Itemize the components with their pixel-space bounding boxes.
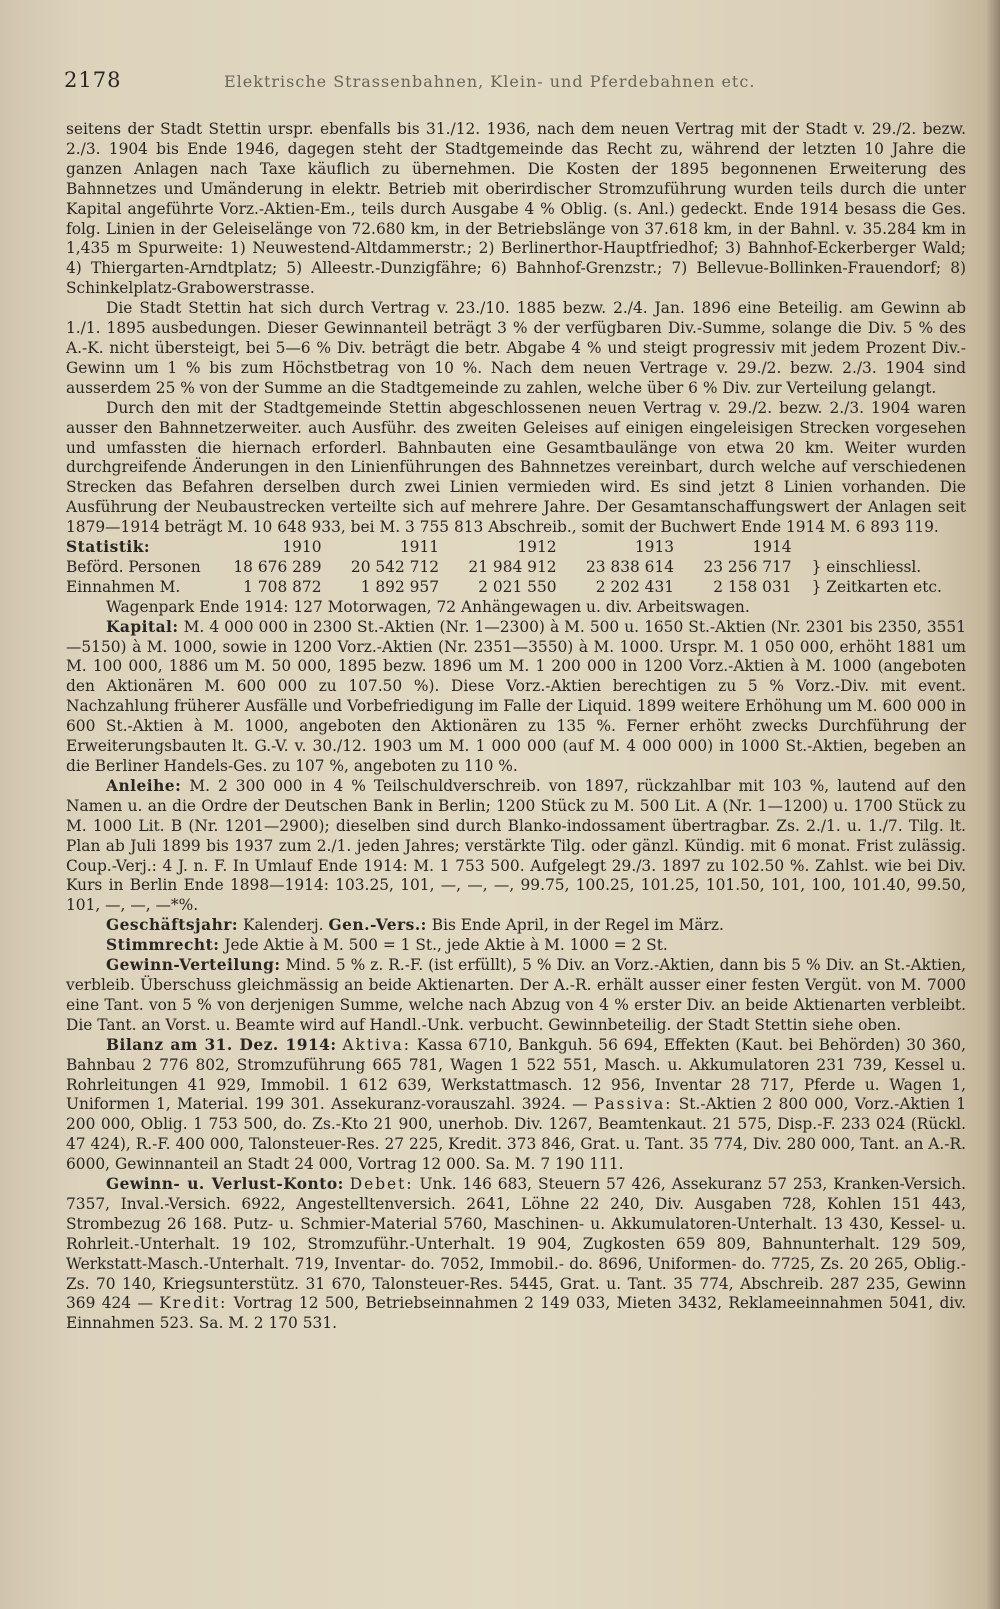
year-cell: 1910: [282, 538, 322, 557]
value-cell: 23 838 614: [585, 557, 675, 576]
geschaeftsjahr-text: Kalenderj.: [242, 916, 324, 935]
running-title: Elektrische Strassenbahnen, Klein- und Pferdebahnen etc.: [224, 72, 756, 91]
row-label: Einnahmen M.: [66, 577, 181, 596]
gewinn-verlust-label: Gewinn- u. Verlust-Konto:: [106, 1175, 344, 1194]
anleihe-text: M. 2 300 000 in 4 % Teilschuldverschreib. von 1897, rückzahlbar mit 103 %, lautend auf den Namen u. an die Ordre der Deutschen Bank in Berlin; 1200 Stück zu M. 500 Lit. A (Nr. 1—1200) u. 1700 Stück zu M. 1000 Lit. B (Nr. 1201—2900); dieselben sind durch Blanko-indossament übertragbar. Zs. 2./1. u. 1./7. Tilg. lt. Plan ab Juli 1899 bis 1937 zum 2./1. jeden Jahres; verstärkte Tilg. oder gänzl. Kündig. mit 6 monat. Frist zulässig. Coup.-Verj.: 4 J. n. F. In Umlauf Ende 1914: M. 1 753 500. Aufgelegt 29./3. 1897 zu 102.50 %. Zahlst. wie bei Div. Kurs in Berlin Ende 1898—1914: 103.25, 101, —, —, —, 99.75, 100.25, 101.25, 101.50, 101, 100, 101.40, 99.50, 101, —, —, —*%.: [66, 776, 966, 915]
table-row: [66, 558, 966, 578]
row-note: } Zeitkarten etc.: [811, 577, 942, 596]
stimmrecht-text: Jede Aktie à M. 500 = 1 St., jede Aktie à M. 1000 = 2 St.: [224, 936, 668, 955]
year-cell: 1913: [634, 538, 675, 557]
wagenpark-line: Wagenpark Ende 1914: 127 Motorwagen, 72 Anhängewagen u. div. Arbeitswagen.: [106, 597, 750, 616]
page-header: [64, 68, 970, 92]
stimmrecht-section: [66, 936, 966, 956]
gewinn-verteilung-label: Gewinn-Verteilung:: [106, 956, 281, 975]
value-cell: 18 676 289: [233, 557, 322, 576]
value-cell: 2 158 031: [713, 577, 792, 596]
gen-vers-text: Bis Ende April, in der Regel im März.: [431, 916, 724, 935]
value-cell: 20 542 712: [350, 557, 440, 576]
kredit-label: Kredit:: [159, 1294, 228, 1313]
statistik-label: Statistik:: [66, 538, 151, 557]
passiva-label: Passiva:: [593, 1095, 673, 1114]
debet-label: Debet:: [349, 1175, 414, 1194]
row-note: } einschliessl.: [811, 557, 922, 576]
geschaeftsjahr-label: Geschäftsjahr:: [106, 916, 239, 935]
debet-text: Unk. 146 683, Steuern 57 426, Assekuranz 57 253, Kranken-Versich. 7357, Inval.-Versich. 6922, Angestelltenversich. 2641, Löhne 22 240, Div. Ausgaben 728, Kohlen 151 443, Strombezug 26 168. Putz- u. Schmier-Material 5760, Maschinen- u. Akkumulatoren-Unterhalt. 13 430, Kessel- u. Rohrleit.-Unterhalt. 19 102, Stromzuführ.-Unterhalt. 19 904, Zugkosten 659 809, Bahnunterhalt. 129 509, Werkstatt-Masch.-Unterhalt. 719, Inventar- do. 7052, Immobil.- do. 8696, Uniformen- do. 7725, Zs. 20 265, Oblig.-Zs. 70 140, Kriegsunterstütz. 31 670, Talonsteuer-Res. 5445, Grat. u. Tant. 35 774, Abschreib. 287 235, Gewinn 369 424 —: [66, 1175, 966, 1313]
gewinn-verteilung-section: [66, 956, 966, 1036]
aktiva-label: Aktiva:: [342, 1035, 411, 1054]
body-text: [66, 120, 966, 1334]
anleihe-label: Anleihe:: [106, 776, 182, 795]
kapital-section: [66, 618, 966, 777]
value-cell: 1 708 872: [243, 577, 322, 596]
passiva-text: St.-Aktien 2 800 000, Vorz.-Aktien 1 200 000, Oblig. 1 753 500, do. Zs.-Kto 21 900, unerhob. Div. 1267, Beamtenkaut. 21 575, Disp.-F. 233 024 (Rückl. 47 424), R.-F. 400 000, Talonsteuer-Res. 27 225, Kredit. 373 846, Grat. u. Tant. 35 774, Div. 280 000, Tant. an A.-R. 6000, Gewinnanteil an Stadt 24 000, Vortrag 12 000. Sa. M. 7 190 111.: [66, 1095, 966, 1174]
value-cell: 2 202 431: [595, 577, 675, 596]
stimmrecht-label: Stimmrecht:: [106, 936, 220, 955]
aktiva-text: Kassa 6710, Bankguh. 56 694, Effekten (Kaut. bei Behörden) 30 360, Bahnbau 2 776 802, Stromzuführung 665 781, Wagen 1 522 551, Masch. u. Akkumulatoren 231 739, Kessel u. Rohrleitungen 41 929, Immobil. 1 612 639, Werkstattmasch. 12 956, Inventar 28 717, Pferde u. Wagen 1, Uniformen 1, Material. 199 301. Assekuranz-vorauszahl. 3924. —: [66, 1035, 966, 1114]
vertrag-paragraph: Durch den mit der Stadtgemeinde Stettin abgeschlossenen neuen Vertrag v. 29./2. bezw. 2./3. 1904 waren ausser den Bahnnetzerweiter. auch Ausführ. des zweiten Geleises auf einigen eingeleisigen Strecken vorgesehen und umfassten die hiernach erforderl. Bahnbauten eine Gesamtbaulänge von etwa 20 km. Weiter wurden durchgreifende Änderungen in den Linienführungen des Bahnnetzes vereinbart, durch welche auf verschiedenen Strecken das Befahren derselben durch zwei Linien vermieden wird. Es sind jetzt 8 Linien vorhanden. Die Ausführung der Neubaustrecken verteilte sich auf mehrere Jahre. Der Gesamtanschaffungswert der Anlagen seit 1879—1914 beträgt M. 10 648 933, bei M. 3 755 813 Abschreib., somit der Buchwert Ende 1914 M. 6 893 119.: [66, 398, 966, 537]
intro-paragraph: seitens der Stadt Stettin urspr. ebenfalls bis 31./12. 1936, nach dem neuen Vertrag mit der Stadt v. 29./2. bezw. 2./3. 1904 bis Ende 1946, dagegen steht der Stadtgemeinde das Recht zu, während der letzten 10 Jahre die ganzen Anlagen nach Taxe käuflich zu übernehmen. Die Kosten der 1895 begonnenen Erweiterung des Bahnnetzes und Umänderung in elektr. Betrieb mit oberirdischer Stromzuführung wurden teils durch die unter Kapital angeführte Vorz.-Aktien-Em., teils durch Ausgabe 4 % Oblig. (s. Anl.) gedeckt. Ende 1914 besass die Ges. folg. Linien in der Geleiselänge von 72.680 km, in der Betriebslänge von 37.618 km, in der Bahnl. v. 35.284 km in 1,435 m Spurweite: 1) Neuwestend-Altdammerstr.; 2) Berlinerthor-Hauptfriedhof; 3) Bahnhof-Eckerberger Wald; 4) Thiergarten-Arndtplatz; 5) Alleestr.-Dunzigfähre; 6) Bahnhof-Grenzstr.; 7) Bellevue-Bollinken-Frauendorf; 8) Schinkelplatz-Grabowerstrasse.: [66, 120, 966, 298]
year-cell: 1911: [399, 538, 440, 557]
table-row: [66, 578, 966, 598]
value-cell: 2 021 550: [478, 577, 557, 596]
year-cell: 1914: [752, 538, 792, 557]
geschaeftsjahr-section: [66, 916, 966, 936]
statistik-header-row: [66, 538, 966, 558]
value-cell: 21 984 912: [468, 557, 557, 576]
kredit-text: Vortrag 12 500, Betriebseinnahmen 2 149 033, Mieten 3432, Reklameeinnahmen 5041, div. Einnahmen 523. Sa. M. 2 170 531.: [66, 1294, 966, 1333]
kapital-label: Kapital:: [106, 617, 179, 636]
page-number: 2178: [64, 68, 122, 92]
value-cell: 1 892 957: [360, 577, 440, 596]
bilanz-label: Bilanz am 31. Dez. 1914:: [106, 1035, 337, 1054]
year-cell: 1912: [517, 538, 557, 557]
value-cell: 23 256 717: [703, 557, 792, 576]
row-label: Beförd. Personen: [66, 557, 201, 576]
bilanz-section: [66, 1036, 966, 1175]
kapital-text: M. 4 000 000 in 2300 St.-Aktien (Nr. 1—2300) à M. 500 u. 1650 St.-Aktien (Nr. 2301 bis 2350, 3551—5150) à M. 1000, sowie in 1200 Vorz.-Aktien (Nr. 2351—3550) à M. 1000. Urspr. M. 1 050 000, erhöht 1881 um M. 100 000, 1886 um M. 50 000, 1895 bezw. 1896 um M. 1 200 000 in 1200 Vorz.-Aktien à M. 1000 (angeboten den Aktionären M. 600 000 zu 107.50 %). Diese Vorz.-Aktien berechtigen zu 5 % Vorz.-Div. mit event. Nachzahlung früherer Ausfälle und Vorbefriedigung im Falle der Liquid. 1899 weitere Erhöhung um M. 600 000 in 600 St.-Aktien à M. 1000, angeboten den Aktionären zu 135 %. Ferner erhöht zwecks Durchführung der Erweiterungsbauten lt. G.-V. v. 30./12. 1903 um M. 1 000 000 (auf M. 4 000 000) in 1000 St.-Aktien, begeben an die Berliner Handels-Ges. zu 107 %, angeboten zu 110 %.: [66, 617, 966, 775]
statistik-table: [66, 538, 966, 598]
gewinn-verteilung-text: Mind. 5 % z. R.-F. (ist erfüllt), 5 % Div. an Vorz.-Aktien, dann bis 5 % Div. an St.-Aktien, verbleib. Überschuss gleichmässig an beide Aktienarten. Der A.-R. erhält ausser einer festen Vergüt. von M. 7000 eine Tant. von 5 % von derjenigen Summe, welche nach Abzug von 4 % erster Div. an beide Aktienarten verbleibt. Die Tant. an Vorst. u. Beamte wird auf Handl.-Unk. verbucht. Gewinnbeteilig. der Stadt Stettin siehe oben.: [66, 956, 966, 1034]
anleihe-section: [66, 777, 966, 916]
page-edge-shadow: [986, 0, 1000, 1609]
gewinnbeteiligung-paragraph: Die Stadt Stettin hat sich durch Vertrag v. 23./10. 1885 bezw. 2./4. Jan. 1896 eine Beteilig. am Gewinn ab 1./1. 1895 ausbedungen. Dieser Gewinnanteil beträgt 3 % der verfügbaren Div.-Summe, solange die Div. 5 % des A.-K. nicht übersteigt, bei 5—6 % Div. beträgt die betr. Abgabe 4 % und steigt progressiv mit jedem Prozent Div.-Gewinn um 1 % bis zum Höchstbetrag von 10 %. Nach dem neuen Vertrage v. 29./2. bezw. 2./3. 1904 sind ausserdem 25 % von der Summe an die Stadtgemeinde zu zahlen, welche über 6 % Div. zur Verteilung gelangt.: [66, 299, 966, 397]
gewinn-verlust-section: [66, 1175, 966, 1334]
gen-vers-label: Gen.-Vers.:: [328, 916, 427, 935]
